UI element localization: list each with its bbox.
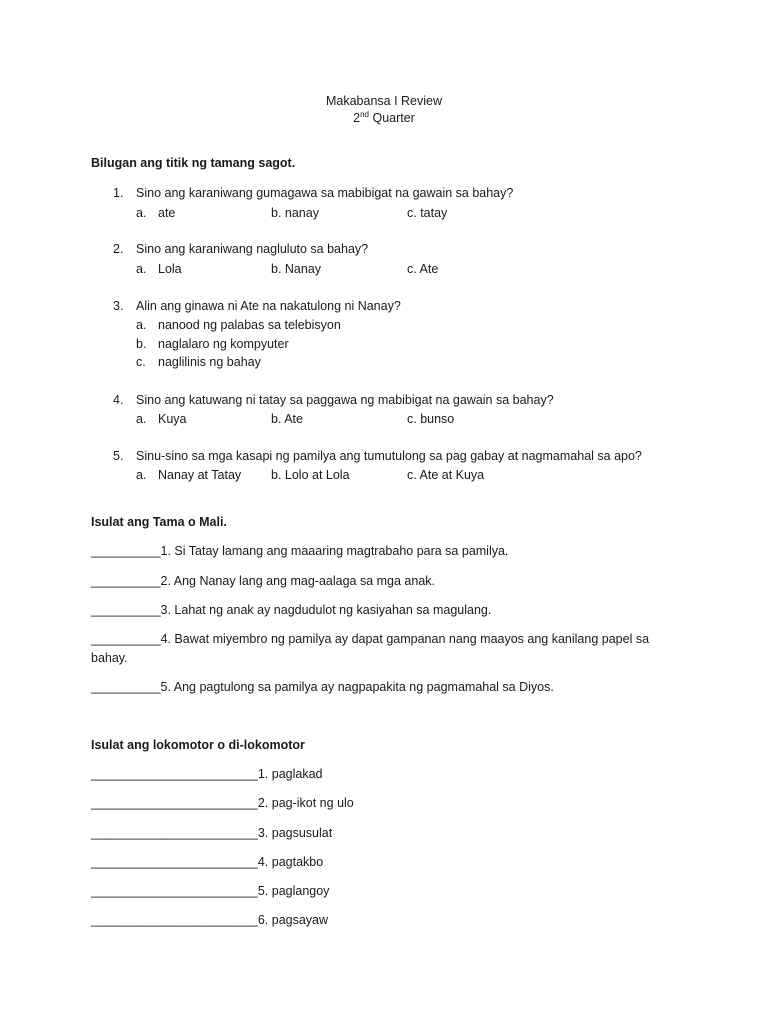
choice: naglilinis ng bahay (158, 355, 261, 369)
choice-letter: a. (136, 262, 147, 276)
lokomotor-item: ________________________4. pagtakbo (91, 855, 324, 869)
section2-instruction: Isulat ang Tama o Mali. (91, 515, 227, 529)
choice: c. Ate at Kuya (407, 468, 485, 482)
choice-letter: b. (136, 337, 147, 351)
question-text: Sino ang karaniwang gumagawa sa mabibigat na gawain sa bahay? (136, 186, 514, 200)
tama-mali-item: __________4. Bawat miyembro ng pamilya ay dapat gampanan nang maayos ang kanilang papel sa (91, 632, 650, 646)
choice: naglalaro ng kompyuter (158, 337, 289, 351)
tama-mali-item: __________3. Lahat ng anak ay nagdudulot ng kasiyahan sa magulang. (91, 603, 492, 617)
choice-letter: c. (136, 355, 146, 369)
tama-mali-item: __________1. Si Tatay lamang ang maaaring magtrabaho para sa pamilya. (91, 544, 509, 558)
tama-mali-item: __________2. Ang Nanay lang ang mag-aalaga sa mga anak. (91, 574, 436, 588)
choice: b. Nanay (271, 262, 322, 276)
question-text: Alin ang ginawa ni Ate na nakatulong ni Nanay? (136, 299, 401, 313)
question-number: 1. (113, 186, 124, 200)
choice: ate (158, 206, 176, 220)
tama-mali-item: __________5. Ang pagtulong sa pamilya ay nagpapakita ng pagmamahal sa Diyos. (91, 680, 554, 694)
choice: Kuya (158, 412, 187, 426)
choice-letter: a. (136, 412, 147, 426)
lokomotor-item: ________________________3. pagsusulat (91, 826, 333, 840)
choice: c. tatay (407, 206, 448, 220)
lokomotor-item: ________________________6. pagsayaw (91, 913, 329, 927)
section3-instruction: Isulat ang lokomotor o di-lokomotor (91, 738, 305, 752)
choice: b. Ate (271, 412, 303, 426)
choice: b. nanay (271, 206, 319, 220)
choice: Nanay at Tatay (158, 468, 242, 482)
choice: Lola (158, 262, 182, 276)
worksheet-title: Makabansa I Review (325, 94, 443, 108)
lokomotor-item: ________________________5. paglangoy (91, 884, 330, 898)
question-text: Sino ang karaniwang nagluluto sa bahay? (136, 242, 369, 256)
tama-mali-item-continuation: bahay. (91, 651, 128, 665)
choice-letter: a. (136, 468, 147, 482)
choice: b. Lolo at Lola (271, 468, 350, 482)
quarter-label: 2nd Quarter (353, 109, 415, 125)
choice-letter: a. (136, 318, 147, 332)
choice: nanood ng palabas sa telebisyon (158, 318, 341, 332)
choice: c. Ate (407, 262, 439, 276)
question-number: 4. (113, 393, 124, 407)
choice: c. bunso (407, 412, 455, 426)
choice-letter: a. (136, 206, 147, 220)
question-number: 3. (113, 299, 124, 313)
lokomotor-item: ________________________2. pag-ikot ng ulo (91, 796, 354, 810)
section1-instruction: Bilugan ang titik ng tamang sagot. (91, 156, 296, 170)
question-text: Sinu-sino sa mga kasapi ng pamilya ang tumutulong sa pag gabay at nagmamahal sa apo? (136, 449, 642, 463)
question-number: 2. (113, 242, 124, 256)
question-text: Sino ang katuwang ni tatay sa paggawa ng mabibigat na gawain sa bahay? (136, 393, 554, 407)
lokomotor-item: ________________________1. paglakad (91, 767, 323, 781)
question-number: 5. (113, 449, 124, 463)
